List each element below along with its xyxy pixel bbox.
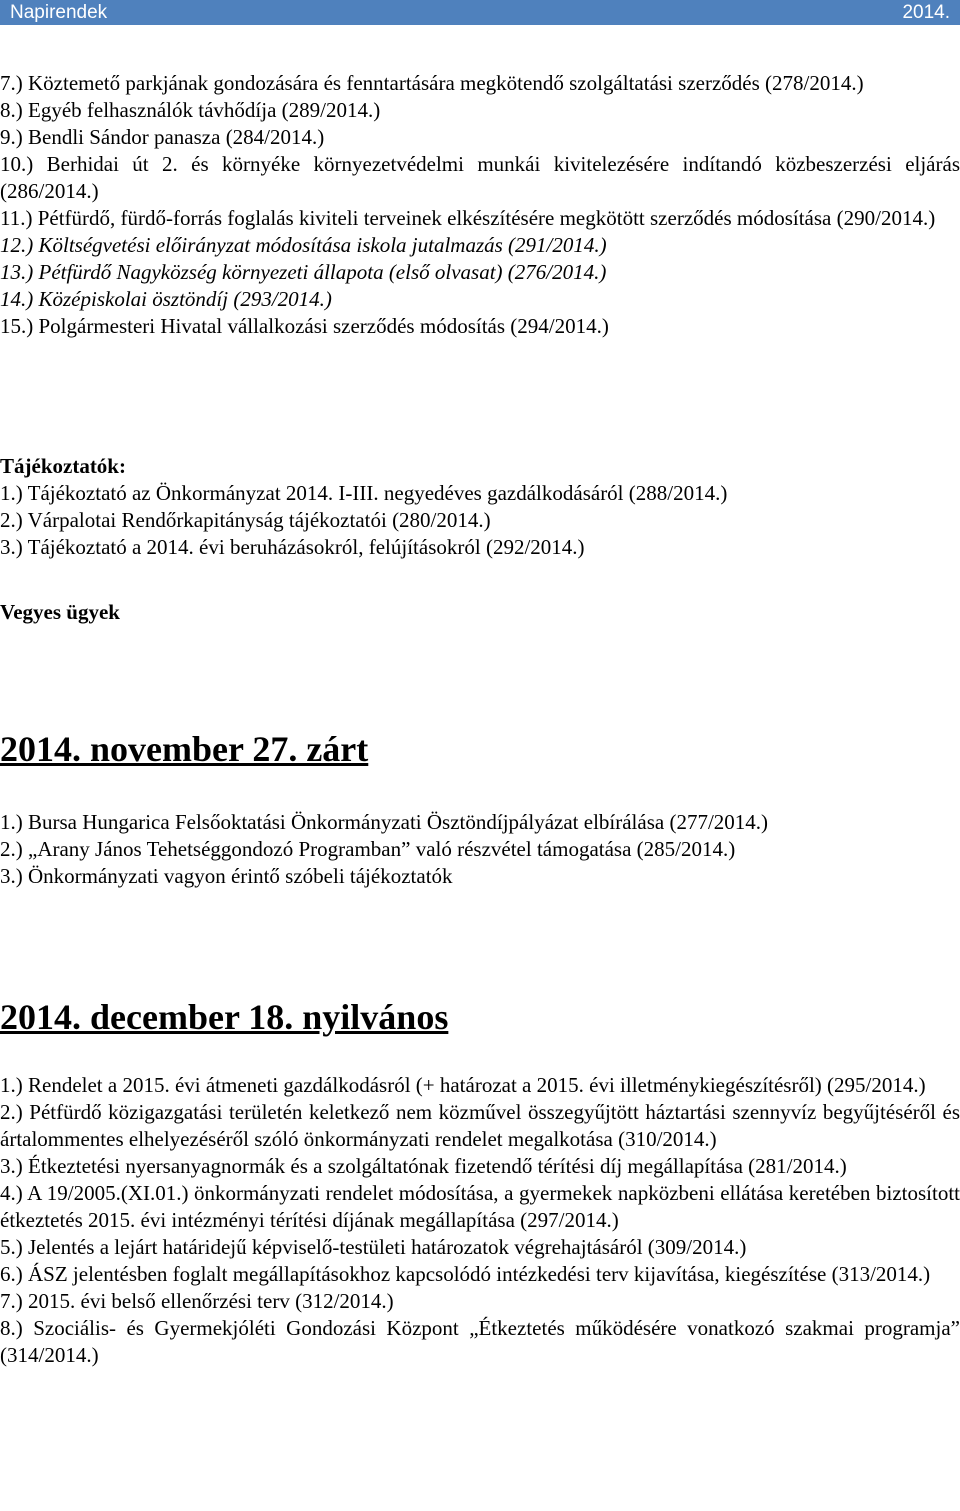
list-item: 2.) „Arany János Tehetséggondozó Programban” való részvétel támogatása (285/2014.) bbox=[0, 837, 736, 861]
section-heading: Tájékoztatók: bbox=[0, 454, 126, 478]
list-item: 11.) Pétfürdő, fürdő-forrás foglalás kiviteli terveinek elkészítésére megkötött szerződés módosítása (290/2014.) bbox=[0, 206, 936, 230]
list-item: 7.) Köztemető parkjának gondozására és fenntartására megkötendő szolgáltatási szerződés (278/2014.) bbox=[0, 71, 864, 95]
list-item: 7.) 2015. évi belső ellenőrzési terv (312/2014.) bbox=[0, 1289, 394, 1313]
list-item: 3.) Tájékoztató a 2014. évi beruházásokról, felújításokról (292/2014.) bbox=[0, 535, 585, 559]
november-session bbox=[0, 729, 960, 769]
november-items bbox=[0, 809, 960, 890]
december-items bbox=[0, 1072, 960, 1369]
session-title: 2014. november 27. zárt bbox=[0, 729, 369, 769]
list-item: 1.) Bursa Hungarica Felsőoktatási Önkormányzati Ösztöndíjpályázat elbírálása (277/2014.) bbox=[0, 810, 769, 834]
page-header bbox=[0, 0, 960, 25]
list-item: 14.) Középiskolai ösztöndíj (293/2014.) bbox=[0, 287, 332, 311]
list-item: 9.) Bendli Sándor panasza (284/2014.) bbox=[0, 125, 325, 149]
december-session bbox=[0, 997, 960, 1037]
list-item: 10.) Berhidai út 2. és környéke környezetvédelmi munkái kivitelezésére indítandó közbeszerzési eljárás (286/2014.) bbox=[0, 152, 960, 203]
list-item: 1.) Tájékoztató az Önkormányzat 2014. I-III. negyedéves gazdálkodásáról (288/2014.) bbox=[0, 481, 728, 505]
list-item: 4.) A 19/2005.(XI.01.) önkormányzati rendelet módosítása, a gyermekek napközbeni ellátása keretében biztosított étkeztetés 2015. évi intézményi térítési díjának megállapítása (297/2014.) bbox=[0, 1181, 960, 1232]
vegyes-section bbox=[0, 599, 960, 626]
session-title: 2014. december 18. nyilvános bbox=[0, 997, 449, 1037]
tajekoztatok-section bbox=[0, 453, 960, 561]
list-item: 12.) Költségvetési előirányzat módosítása iskola jutalmazás (291/2014.) bbox=[0, 233, 607, 257]
list-item: 6.) ÁSZ jelentésben foglalt megállapításokhoz kapcsolódó intézkedési terv kijavítása, kiegészítése (313/2014.) bbox=[0, 1262, 931, 1286]
list-item: 8.) Szociális- és Gyermekjóléti Gondozási Központ „Étkeztetés működésére vonatkozó szakmai programja” (314/2014.) bbox=[0, 1316, 960, 1367]
list-item: 13.) Pétfürdő Nagyközség környezeti állapota (első olvasat) (276/2014.) bbox=[0, 260, 607, 284]
header-title: Napirendek bbox=[10, 2, 108, 23]
agenda-list-continued bbox=[0, 70, 960, 340]
list-item: 8.) Egyéb felhasználók távhődíja (289/2014.) bbox=[0, 98, 381, 122]
list-item: 2.) Várpalotai Rendőrkapitányság tájékoztatói (280/2014.) bbox=[0, 508, 491, 532]
list-item: 3.) Étkeztetési nyersanyagnormák és a szolgáltatónak fizetendő térítési díj megállapítása (281/2014.) bbox=[0, 1154, 847, 1178]
header-year: 2014. bbox=[902, 2, 950, 23]
list-item: 1.) Rendelet a 2015. évi átmeneti gazdálkodásról (+ határozat a 2015. évi illetménykiegészítésről) (295/2014.) bbox=[0, 1073, 926, 1097]
list-item: 3.) Önkormányzati vagyon érintő szóbeli tájékoztatók bbox=[0, 864, 453, 888]
section-heading: Vegyes ügyek bbox=[0, 600, 120, 624]
list-item: 2.) Pétfürdő közigazgatási területén keletkező nem közművel összegyűjtött háztartási szennyvíz begyűjtéséről és ártalommentes elhelyezéséről szóló önkormányzati rendelet megalkotása (310/2014.) bbox=[0, 1100, 960, 1151]
list-item: 5.) Jelentés a lejárt határidejű képviselő-testületi határozatok végrehajtásáról (309/2014.) bbox=[0, 1235, 747, 1259]
list-item: 15.) Polgármesteri Hivatal vállalkozási szerződés módosítás (294/2014.) bbox=[0, 314, 609, 338]
